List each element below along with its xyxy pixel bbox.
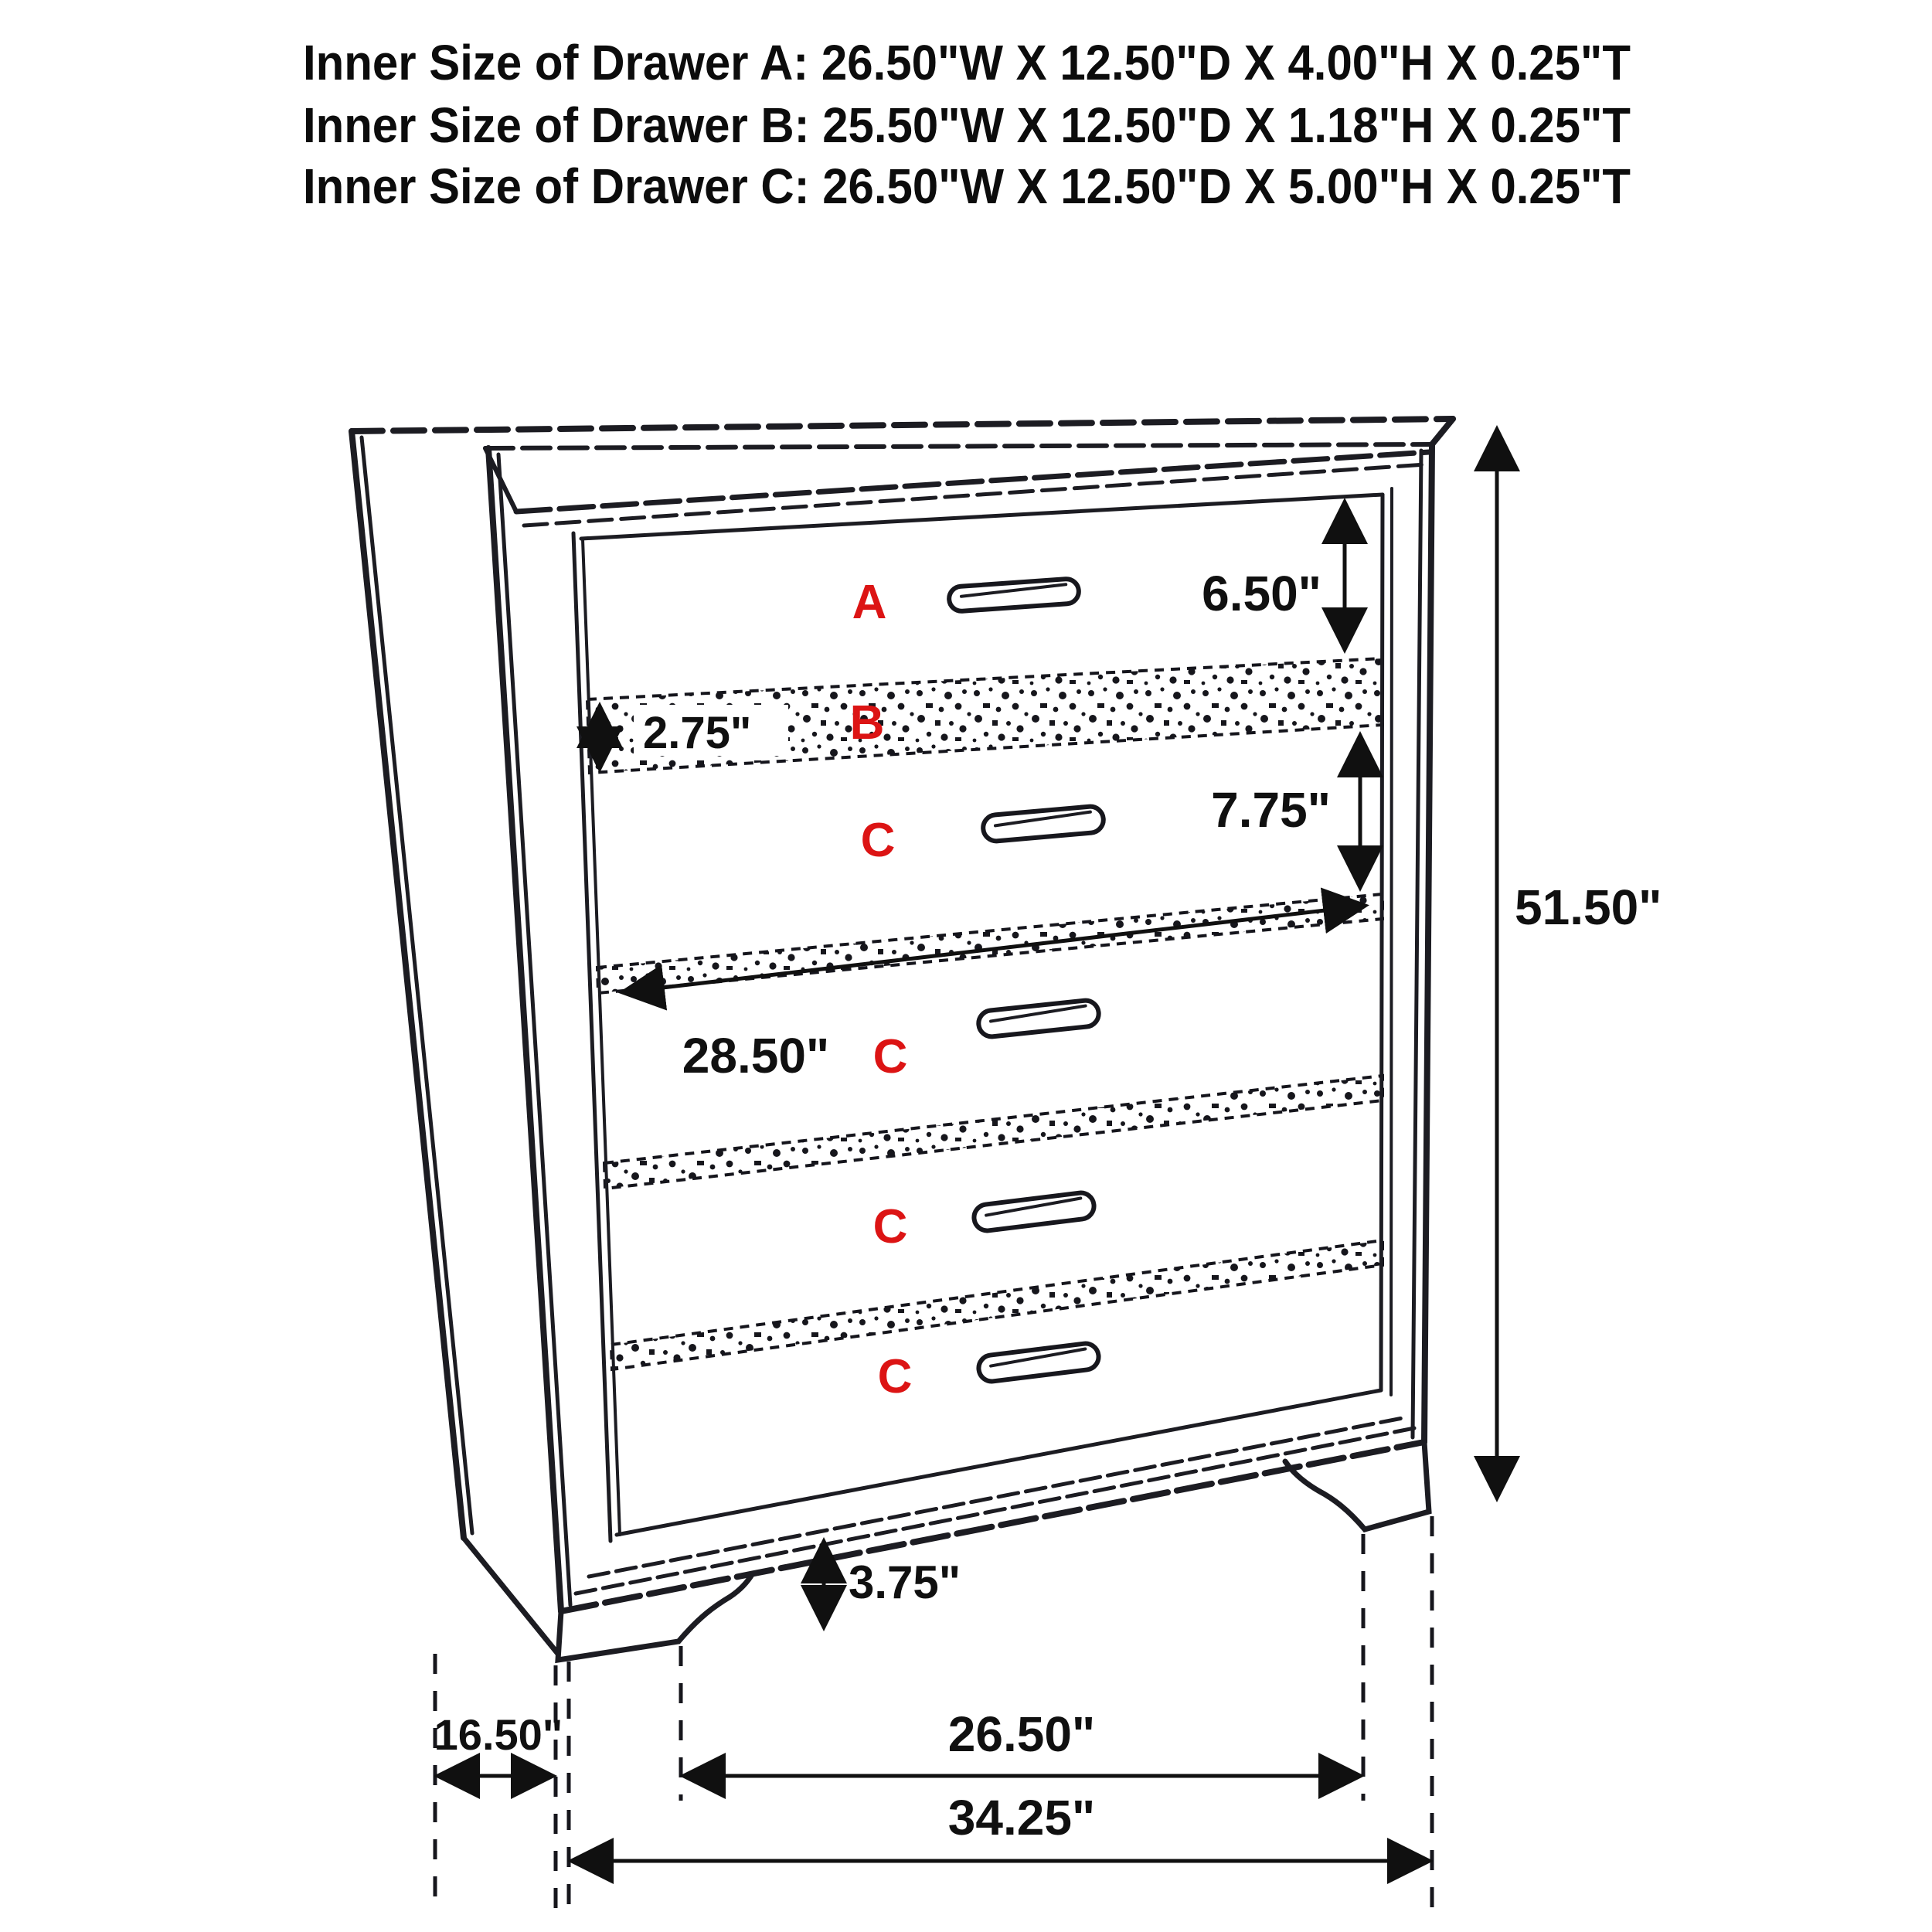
- drawer-c1-handle: [982, 805, 1104, 842]
- top-right-edge: [1432, 419, 1453, 444]
- header-block: [303, 35, 1631, 214]
- front-left-foot: [558, 1573, 753, 1660]
- opening-left-inner: [583, 539, 620, 1535]
- dim-drawer-c-height-label: 7.75": [1211, 782, 1331, 838]
- dimension-annotations: [434, 430, 1662, 1861]
- header-line-drawer-b: Inner Size of Drawer B: 25.50"W X 12.50"D X 1.18"H X 0.25"T: [303, 97, 1631, 153]
- drawer-rail-1: [597, 894, 1383, 993]
- drawer-rail-2: [604, 1076, 1383, 1189]
- dim-side-depth: [434, 1710, 563, 1776]
- front-right-corner-inner: [1413, 451, 1421, 1437]
- base-molding-2: [576, 1428, 1414, 1594]
- drawer-a-label: A: [852, 576, 887, 629]
- opening-right-edge: [1381, 495, 1383, 1390]
- drawer-c3-handle: [973, 1192, 1096, 1233]
- dim-tray-b-height-label: 2.75": [643, 708, 752, 758]
- dim-inner-width-label: 26.50": [947, 1706, 1096, 1762]
- dim-drawer-a-height: [1202, 502, 1345, 649]
- front-right-corner-edge: [1424, 444, 1432, 1442]
- dim-overall-height: [1497, 430, 1662, 1498]
- molding-front-top: [516, 452, 1429, 512]
- drawer-c4-handle: [978, 1342, 1100, 1383]
- base-inner-edge: [617, 1390, 1381, 1535]
- opening-right-inner: [1391, 488, 1392, 1395]
- top-back-edge: [352, 419, 1453, 431]
- opening-left-edge: [573, 533, 611, 1541]
- dim-overall-width: [572, 1790, 1429, 1861]
- dim-inner-width: [684, 1706, 1360, 1776]
- drawer-rail-3: [611, 1240, 1383, 1369]
- dim-drawer-c-height: [1211, 736, 1360, 887]
- header-line-drawer-a: Inner Size of Drawer A: 26.50"W X 12.50"D X 4.00"H X 0.25"T: [303, 35, 1631, 90]
- drawer-a-handle: [948, 578, 1080, 612]
- drawer-b-label: B: [849, 696, 885, 750]
- base-molding-1: [589, 1417, 1406, 1577]
- dim-overall-width-label: 34.25": [947, 1790, 1096, 1845]
- side-panel-outer-edge: [352, 431, 464, 1538]
- drawer-c3-label: C: [872, 1200, 908, 1253]
- dim-foot-height-label: 3.75": [849, 1556, 961, 1608]
- front-left-corner-edge: [488, 448, 561, 1611]
- top-front-edge: [485, 444, 1432, 448]
- front-left-corner-inner: [498, 454, 570, 1605]
- dim-overall-height-label: 51.50": [1515, 879, 1662, 935]
- base-outer-edge: [561, 1442, 1424, 1611]
- drawer-c1-label: C: [860, 814, 896, 867]
- dim-side-depth-label: 16.50": [434, 1710, 563, 1759]
- drawer-c4-label: C: [877, 1350, 913, 1403]
- drawer-c2-handle: [978, 999, 1100, 1038]
- side-panel-inner-edge: [362, 437, 472, 1533]
- dim-drawer-a-height-label: 6.50": [1202, 566, 1321, 621]
- dim-opening-width-label: 28.50": [682, 1028, 830, 1083]
- header-line-drawer-c: Inner Size of Drawer C: 26.50"W X 12.50"D X 5.00"H X 0.25"T: [303, 158, 1631, 214]
- drawer-c2-label: C: [872, 1030, 908, 1083]
- side-panel-bottom-edge: [464, 1538, 558, 1654]
